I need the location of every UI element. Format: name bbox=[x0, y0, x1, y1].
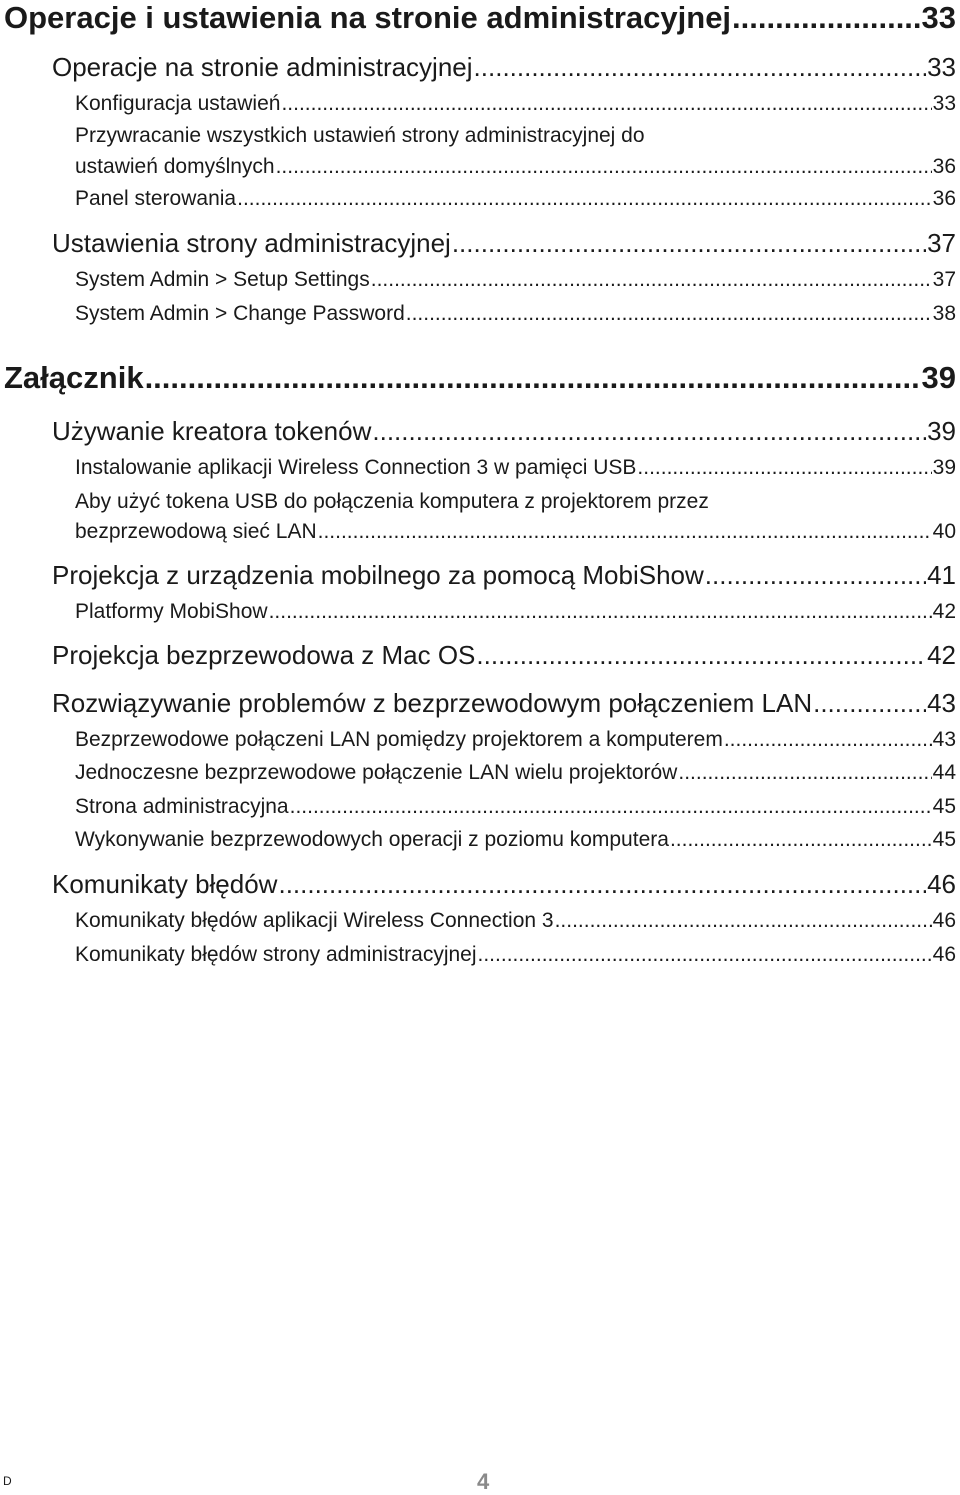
toc-entry-subsection[interactable] bbox=[75, 302, 956, 326]
dot-leader bbox=[555, 909, 932, 933]
footer-mark: D bbox=[3, 1474, 12, 1488]
dot-leader bbox=[278, 869, 926, 900]
toc-entry-subsection[interactable] bbox=[75, 456, 956, 480]
dot-leader bbox=[637, 456, 931, 480]
toc-entry-title: Komunikaty błędów strony administracyjnej bbox=[75, 943, 477, 966]
toc-entry-section[interactable] bbox=[52, 228, 956, 259]
toc-entry-subsection[interactable] bbox=[75, 909, 956, 933]
toc-entry-chapter[interactable] bbox=[4, 0, 956, 36]
toc-page-number: 45 bbox=[932, 795, 956, 818]
toc-page-number: 33 bbox=[921, 0, 956, 35]
dot-leader bbox=[724, 728, 932, 752]
dot-leader bbox=[290, 795, 932, 819]
toc-page-number: 39 bbox=[932, 456, 956, 479]
toc-page-number: 38 bbox=[932, 302, 956, 325]
toc-page-number: 45 bbox=[932, 828, 956, 851]
toc-entry-title: Komunikaty błędów bbox=[52, 869, 278, 899]
toc-entry-subsection[interactable] bbox=[75, 828, 956, 852]
dot-leader bbox=[281, 92, 931, 116]
toc-entry-title: Operacje i ustawienia na stronie administracyjnej bbox=[4, 0, 732, 35]
toc-entry-title: Platformy MobiShow bbox=[75, 600, 268, 623]
toc-entry-title: Bezprzewodowe połączeni LAN pomiędzy projektorem a komputerem bbox=[75, 728, 723, 751]
toc-entry-section[interactable] bbox=[52, 869, 956, 900]
dot-leader bbox=[705, 560, 926, 591]
toc-entry-chapter[interactable] bbox=[4, 360, 956, 396]
toc-entry-section[interactable] bbox=[52, 560, 956, 591]
toc-page-number: 36 bbox=[932, 187, 956, 210]
toc-entry-title: Jednoczesne bezprzewodowe połączenie LAN wielu projektorów bbox=[75, 761, 678, 784]
toc-entry-section[interactable] bbox=[52, 688, 956, 719]
toc-entry-title: System Admin > Change Password bbox=[75, 302, 405, 325]
toc-page-number: 37 bbox=[927, 228, 956, 258]
dot-leader bbox=[452, 228, 926, 259]
toc-page-number: 43 bbox=[932, 728, 956, 751]
toc-entry-subsection[interactable] bbox=[75, 943, 956, 967]
dot-leader bbox=[276, 155, 932, 179]
toc-entry-title: bezprzewodową sieć LAN bbox=[75, 520, 317, 543]
dot-leader bbox=[678, 761, 931, 785]
dot-leader bbox=[476, 640, 926, 671]
toc-entry-subsection[interactable] bbox=[75, 268, 956, 292]
dot-leader bbox=[474, 52, 927, 83]
dot-leader bbox=[318, 520, 932, 544]
toc-page-number: 33 bbox=[932, 92, 956, 115]
toc-page-number: 42 bbox=[932, 600, 956, 623]
toc-entry-section[interactable] bbox=[52, 52, 956, 83]
toc-page-number: 41 bbox=[927, 560, 956, 590]
toc-entry-subsection[interactable] bbox=[75, 520, 956, 544]
toc-entry-title-line1: Przywracanie wszystkich ustawień strony administracyjnej do bbox=[75, 124, 645, 147]
dot-leader bbox=[269, 600, 932, 624]
toc-page-number: 40 bbox=[932, 520, 956, 543]
toc-entry-title: Operacje na stronie administracyjnej bbox=[52, 52, 473, 82]
dot-leader bbox=[371, 268, 932, 292]
toc-entry-subsection[interactable] bbox=[75, 92, 956, 116]
toc-entry-title: System Admin > Setup Settings bbox=[75, 268, 370, 291]
toc-page-number: 39 bbox=[927, 416, 956, 446]
toc-entry-title: Projekcja bezprzewodowa z Mac OS bbox=[52, 640, 476, 670]
toc-page-number: 46 bbox=[932, 943, 956, 966]
toc-entry-title: Komunikaty błędów aplikacji Wireless Connection 3 bbox=[75, 909, 554, 932]
dot-leader bbox=[237, 187, 932, 211]
toc-page-number: 36 bbox=[932, 155, 956, 178]
toc-entry-title: Wykonywanie bezprzewodowych operacji z poziomu komputera bbox=[75, 828, 669, 851]
toc-page-number: 42 bbox=[927, 640, 956, 670]
toc-entry-title: ustawień domyślnych bbox=[75, 155, 275, 178]
toc-entry-title: Panel sterowania bbox=[75, 187, 237, 210]
toc-entry-title: Rozwiązywanie problemów z bezprzewodowym połączeniem LAN bbox=[52, 688, 813, 718]
toc-entry-title: Konfiguracja ustawień bbox=[75, 92, 281, 115]
toc-entry-title: Strona administracyjna bbox=[75, 795, 289, 818]
toc-entry-subsection[interactable] bbox=[75, 795, 956, 819]
toc-page-number: 46 bbox=[927, 869, 956, 899]
toc-page-number: 37 bbox=[932, 268, 956, 291]
toc-entry-title: Ustawienia strony administracyjnej bbox=[52, 228, 451, 258]
toc-entry-subsection[interactable] bbox=[75, 761, 956, 785]
toc-entry-title: Instalowanie aplikacji Wireless Connection 3 w pamięci USB bbox=[75, 456, 637, 479]
dot-leader bbox=[732, 0, 920, 36]
dot-leader bbox=[478, 943, 932, 967]
dot-leader bbox=[670, 828, 932, 852]
dot-leader bbox=[145, 360, 921, 396]
toc-page-number: 39 bbox=[921, 360, 956, 395]
toc-entry-subsection[interactable] bbox=[75, 187, 956, 211]
toc-entry-subsection[interactable] bbox=[75, 155, 956, 179]
toc-page-number: 44 bbox=[932, 761, 956, 784]
dot-leader bbox=[813, 688, 926, 719]
toc-entry-section[interactable] bbox=[52, 640, 956, 671]
dot-leader bbox=[406, 302, 932, 326]
toc-entry-subsection[interactable] bbox=[75, 600, 956, 624]
dot-leader bbox=[372, 416, 926, 447]
toc-entry-title: Używanie kreatora tokenów bbox=[52, 416, 372, 446]
toc-page-number: 43 bbox=[927, 688, 956, 718]
page-number: 4 bbox=[477, 1469, 490, 1494]
toc-entry-subsection[interactable] bbox=[75, 728, 956, 752]
toc-page-number: 46 bbox=[932, 909, 956, 932]
toc-entry-section[interactable] bbox=[52, 416, 956, 447]
toc-entry-title: Projekcja z urządzenia mobilnego za pomocą MobiShow bbox=[52, 560, 704, 590]
toc-entry-title-line1: Aby użyć tokena USB do połączenia komputera z projektorem przez bbox=[75, 490, 709, 513]
toc-page-number: 33 bbox=[927, 52, 956, 82]
toc-entry-title: Załącznik bbox=[4, 360, 144, 395]
